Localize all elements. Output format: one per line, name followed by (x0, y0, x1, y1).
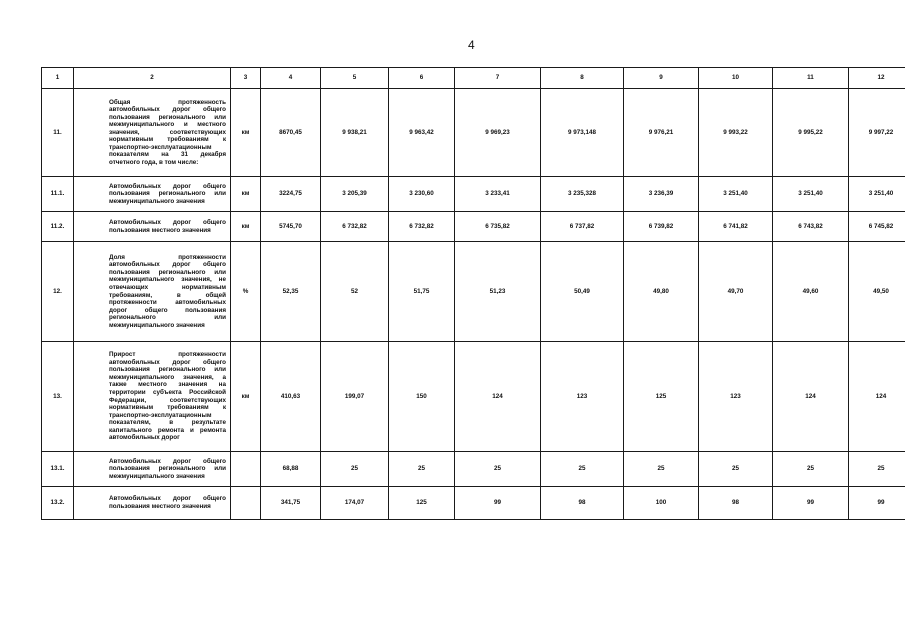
row-number-cell: 12. (42, 242, 74, 342)
indicator-cell (74, 212, 231, 242)
value-cell: 174,07 (321, 487, 389, 520)
header-cell: 6 (389, 68, 455, 89)
value-cell: 68,88 (261, 452, 321, 487)
value-cell: 3 236,39 (624, 177, 699, 212)
value-cell: 6 739,82 (624, 212, 699, 242)
value-cell: 3224,75 (261, 177, 321, 212)
indicator-text: Общая протяженность автомобильных дорог общего пользования регионального или межмуниципального и местного значения, соответствующих нормативным требованиям к транспортно-эксплуатационным показателям на 31 декабря отчетного года, в том числе: (109, 98, 226, 166)
value-cell: 3 235,328 (541, 177, 624, 212)
value-cell: 51,23 (455, 242, 541, 342)
value-cell: 6 732,82 (321, 212, 389, 242)
value-cell: 52 (321, 242, 389, 342)
row-number-cell: 13.2. (42, 487, 74, 520)
table-row (42, 89, 905, 177)
value-cell: 199,07 (321, 342, 389, 452)
value-cell: 125 (389, 487, 455, 520)
value-cell: 124 (455, 342, 541, 452)
value-cell: 3 251,40 (699, 177, 773, 212)
row-number-cell: 11.1. (42, 177, 74, 212)
value-cell: 25 (773, 452, 849, 487)
value-cell: 98 (699, 487, 773, 520)
value-cell: 410,63 (261, 342, 321, 452)
indicator-cell (74, 89, 231, 177)
indicator-text: Прирост протяженности автомобильных дорог общего пользования регионального или межмуниципального значения, а также местного значения на территории субъекта Российской Федерации, соответствующих нормативным требованиям к транспортно-эксплуатационным показателям, в результате капитального ремонта и ремонта автомобильных дорог (109, 351, 226, 442)
indicator-text: Автомобильных дорог общего пользования местного значения (109, 218, 226, 234)
indicator-cell (74, 177, 231, 212)
row-number-cell: 11. (42, 89, 74, 177)
table-row (42, 212, 905, 242)
header-cell: 3 (231, 68, 261, 89)
header-cell: 4 (261, 68, 321, 89)
unit-cell: км (231, 177, 261, 212)
indicators-table (41, 67, 905, 520)
indicator-text: Автомобильных дорог общего пользования местного значения (109, 495, 226, 510)
value-cell: 99 (849, 487, 905, 520)
value-cell: 50,49 (541, 242, 624, 342)
header-cell: 8 (541, 68, 624, 89)
row-number-cell: 11.2. (42, 212, 74, 242)
value-cell: 3 233,41 (455, 177, 541, 212)
value-cell: 49,60 (773, 242, 849, 342)
header-cell: 9 (624, 68, 699, 89)
indicator-cell (74, 487, 231, 520)
header-cell: 12 (849, 68, 905, 89)
header-cell: 2 (74, 68, 231, 89)
value-cell: 25 (389, 452, 455, 487)
value-cell: 25 (541, 452, 624, 487)
table-row (42, 487, 905, 520)
value-cell: 9 993,22 (699, 89, 773, 177)
row-number-cell: 13. (42, 342, 74, 452)
value-cell: 49,70 (699, 242, 773, 342)
value-cell: 3 251,40 (773, 177, 849, 212)
value-cell: 52,35 (261, 242, 321, 342)
value-cell: 6 745,82 (849, 212, 905, 242)
table-row (42, 342, 905, 452)
value-cell: 6 737,82 (541, 212, 624, 242)
value-cell: 3 205,39 (321, 177, 389, 212)
value-cell: 150 (389, 342, 455, 452)
value-cell: 9 973,148 (541, 89, 624, 177)
value-cell: 98 (541, 487, 624, 520)
unit-cell: км (231, 89, 261, 177)
value-cell: 49,50 (849, 242, 905, 342)
unit-cell: км (231, 212, 261, 242)
value-cell: 25 (849, 452, 905, 487)
value-cell: 51,75 (389, 242, 455, 342)
value-cell: 5745,70 (261, 212, 321, 242)
value-cell: 25 (455, 452, 541, 487)
value-cell: 100 (624, 487, 699, 520)
table-body (42, 68, 905, 520)
value-cell: 124 (849, 342, 905, 452)
indicator-cell (74, 342, 231, 452)
header-cell: 11 (773, 68, 849, 89)
value-cell: 9 995,22 (773, 89, 849, 177)
value-cell: 25 (699, 452, 773, 487)
table-row (42, 452, 905, 487)
value-cell: 25 (624, 452, 699, 487)
indicator-text: Доля протяженности автомобильных дорог общего пользования регионального или межмуниципального значения, не отвечающих нормативным требованиям, в общей протяженности автомобильных дорог общего пользования регионального или межмуниципального значения (109, 253, 226, 329)
value-cell: 123 (541, 342, 624, 452)
page-number: 4 (468, 38, 475, 52)
header-cell: 7 (455, 68, 541, 89)
unit-cell (231, 452, 261, 487)
value-cell: 9 938,21 (321, 89, 389, 177)
value-cell: 3 230,60 (389, 177, 455, 212)
value-cell: 9 963,42 (389, 89, 455, 177)
indicator-cell (74, 452, 231, 487)
value-cell: 99 (773, 487, 849, 520)
indicator-cell (74, 242, 231, 342)
value-cell: 49,80 (624, 242, 699, 342)
unit-cell: км (231, 342, 261, 452)
value-cell: 6 743,82 (773, 212, 849, 242)
value-cell: 6 732,82 (389, 212, 455, 242)
value-cell: 123 (699, 342, 773, 452)
value-cell: 124 (773, 342, 849, 452)
value-cell: 6 735,82 (455, 212, 541, 242)
indicator-text: Автомобильных дорог общего пользования регионального или межмуниципального значения (109, 182, 226, 205)
value-cell: 125 (624, 342, 699, 452)
header-cell: 5 (321, 68, 389, 89)
row-number-cell: 13.1. (42, 452, 74, 487)
table-row (42, 242, 905, 342)
value-cell: 9 969,23 (455, 89, 541, 177)
value-cell: 341,75 (261, 487, 321, 520)
value-cell: 99 (455, 487, 541, 520)
indicator-text: Автомобильных дорог общего пользования регионального или межмуниципального значения (109, 457, 226, 480)
value-cell: 6 741,82 (699, 212, 773, 242)
value-cell: 9 997,22 (849, 89, 905, 177)
value-cell: 8670,45 (261, 89, 321, 177)
table-row (42, 177, 905, 212)
header-cell: 1 (42, 68, 74, 89)
value-cell: 3 251,40 (849, 177, 905, 212)
header-cell: 10 (699, 68, 773, 89)
value-cell: 25 (321, 452, 389, 487)
table-header-row (42, 68, 905, 89)
unit-cell (231, 487, 261, 520)
unit-cell: % (231, 242, 261, 342)
value-cell: 9 976,21 (624, 89, 699, 177)
